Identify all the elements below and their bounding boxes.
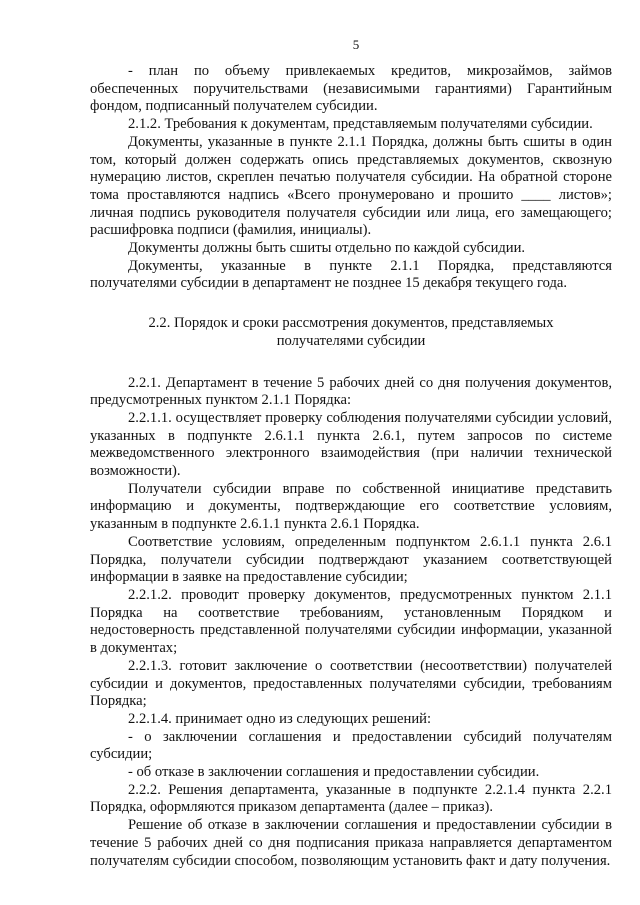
paragraph-deadline: Документы, указанные в пункте 2.1.1 Порядка, представляются получателями субсидии в департамент не позднее 15 декабря текущего года. bbox=[90, 257, 612, 292]
paragraph-conditions-compliance: Соответствие условиям, определенным подпунктом 2.6.1.1 пункта 2.6.1 Порядка, получатели субсидии подтверждают указанием соответствующей информации в заявке на предоставление субсидии; bbox=[90, 533, 612, 586]
paragraph-decision-agreement: - о заключении соглашения и предоставлении субсидий получателям субсидии; bbox=[90, 728, 612, 763]
paragraph-2-2-2: 2.2.2. Решения департамента, указанные в подпункте 2.2.1.4 пункта 2.2.1 Порядка, оформляются приказом департамента (далее – приказ). bbox=[90, 781, 612, 816]
paragraph-2-2-1: 2.2.1. Департамент в течение 5 рабочих дней со дня получения документов, предусмотренных пунктом 2.1.1 Порядка: bbox=[90, 374, 612, 409]
paragraph-2-1-2: 2.1.2. Требования к документам, представляемым получателями субсидии. bbox=[128, 116, 593, 133]
paragraph-2-2-1-4: 2.2.1.4. принимает одно из следующих решений: bbox=[128, 710, 431, 727]
paragraph-plan-item: - план по объему привлекаемых кредитов, микрозаймов, займов обеспеченных поручительствами (независимыми гарантиями) Гарантийным фондом, подписанный получателем субсидии. bbox=[90, 63, 612, 115]
paragraph-own-initiative: Получатели субсидии вправе по собственной инициативе представить информацию и документы, подтверждающие его соответствие условиям, указанным в подпункте 2.6.1.1 пункта 2.6.1 Порядка. bbox=[90, 480, 612, 533]
paragraph-2-2-1-1: 2.2.1.1. осуществляет проверку соблюдения получателями субсидии условий, указанных в подпункте 2.6.1.1 пункта 2.6.1, путем запросов по системе межведомственного электронного взаимодействия (при наличии технической возможности). bbox=[90, 409, 612, 480]
page-number: 5 bbox=[352, 37, 360, 52]
paragraph-refusal-notice: Решение об отказе в заключении соглашения и предоставлении субсидии в течение 5 рабочих дней со дня подписания приказа направляется департаментом получателям субсидии способом, позволяющим установить факт и дату получения. bbox=[90, 817, 612, 869]
section-heading-2-2: 2.2. Порядок и сроки рассмотрения документов, представляемых получателями субсидии bbox=[148, 315, 554, 349]
paragraph-2-2-1-3: 2.2.1.3. готовит заключение о соответствии (несоответствии) получателей субсидии и документов, предоставленных получателями субсидии, требованиям Порядка; bbox=[90, 657, 612, 710]
paragraph-separate-binding: Документы должны быть сшиты отдельно по каждой субсидии. bbox=[128, 240, 526, 257]
paragraph-decision-refusal: - об отказе в заключении соглашения и предоставлении субсидии. bbox=[128, 764, 540, 781]
paragraph-2-2-1-2: 2.2.1.2. проводит проверку документов, предусмотренных пунктом 2.1.1 Порядка на соответствие требованиям, установленным Порядком и недостоверность представленной получателями субсидии информации, указанной в документах; bbox=[90, 586, 612, 657]
paragraph-binding-requirements: Документы, указанные в пункте 2.1.1 Порядка, должны быть сшиты в один том, который должен содержать опись представляемых документов, сквозную нумерацию листов, скреплен печатью получателя субсидии. На обратной стороне тома проставляются надпись «Всего пронумеровано и прошито ____ листов»; личная подпись руководителя получателя субсидии или лица, его замещающего; расшифровка подписи (фамилия, инициалы). bbox=[90, 133, 612, 239]
